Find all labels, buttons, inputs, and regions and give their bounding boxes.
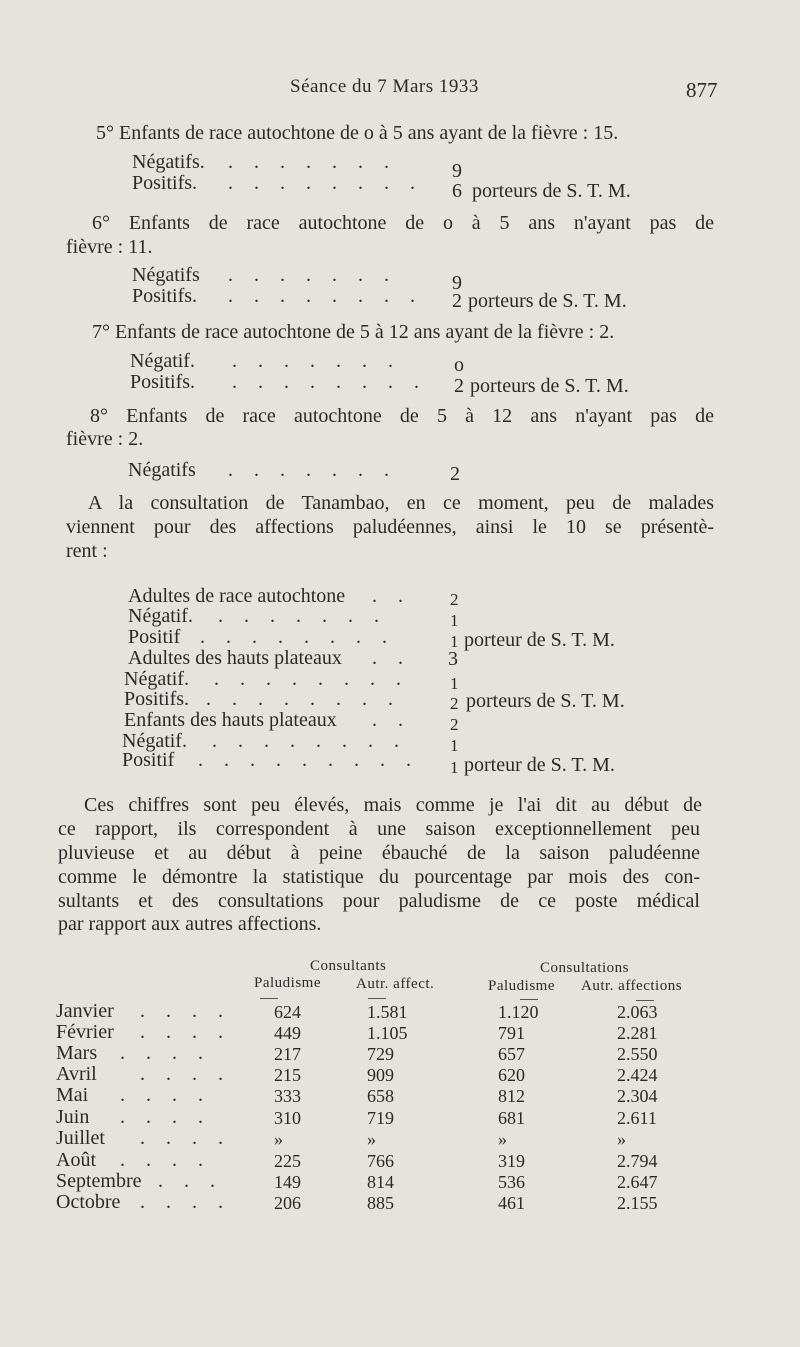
- month-label: Mars: [56, 1042, 98, 1064]
- running-head: Séance du 7 Mars 1933: [290, 76, 479, 97]
- leader-dots: . . . . . . . .: [200, 626, 395, 648]
- section-6-heading-cont: fièvre : 11.: [66, 236, 153, 258]
- paragraph-line: ce rapport, ils correspondent à une saison exceptionnellement peu: [58, 818, 700, 840]
- leader-dots: . . . .: [120, 1106, 211, 1128]
- leader-dots: . . . . . . .: [228, 151, 397, 173]
- table-cell: 681: [498, 1108, 525, 1128]
- section-6-row-value: 2: [452, 290, 462, 312]
- month-label: Octobre: [56, 1191, 121, 1213]
- column-rule: [260, 998, 278, 999]
- column-rule: [520, 999, 538, 1000]
- leader-dots: . . . . . . . .: [214, 668, 409, 690]
- column-header: Autr. affect.: [356, 976, 435, 992]
- list-item-label: Négatif.: [128, 605, 193, 627]
- section-6-row-note: porteurs de S. T. M.: [468, 290, 627, 312]
- leader-dots: . . . . . . .: [232, 350, 401, 372]
- leader-dots: . .: [372, 647, 411, 669]
- table-cell: 885: [367, 1193, 394, 1213]
- leader-dots: . . . .: [120, 1084, 211, 1106]
- leader-dots: . . . . . . . .: [212, 730, 407, 752]
- paragraph-line: pluvieuse et au début à peine ébauché de la saison paludéenne: [58, 842, 700, 864]
- section-5-row-label: Négatifs.: [132, 151, 205, 173]
- section-8-row-label: Négatifs: [128, 459, 196, 481]
- page-number: 877: [686, 78, 718, 102]
- section-6-heading: 6° Enfants de race autochtone de o à 5 ans n'ayant pas de: [92, 212, 714, 234]
- leader-dots: . . . . . . .: [228, 459, 397, 481]
- leader-dots: . . . .: [140, 1063, 231, 1085]
- section-6-row-label: Positifs.: [132, 285, 198, 307]
- list-item-value: 2: [450, 590, 459, 609]
- table-cell: 536: [498, 1172, 525, 1192]
- list-item-value: 1: [450, 611, 459, 630]
- column-rule: [636, 1000, 654, 1001]
- leader-dots: . . . .: [120, 1149, 211, 1171]
- list-item-value: 2: [450, 694, 459, 713]
- list-item-label: Négatif.: [122, 730, 187, 752]
- column-header: Paludisme: [254, 975, 321, 991]
- list-item-note: porteur de S. T. M.: [464, 629, 615, 651]
- leader-dots: . . . .: [140, 1021, 231, 1043]
- consultation-line: A la consultation de Tanambao, en ce moment, peu de malades: [88, 492, 714, 514]
- leader-dots: . . . . . . . .: [228, 172, 423, 194]
- list-item-value: 2: [450, 715, 459, 734]
- section-7-heading: 7° Enfants de race autochtone de 5 à 12 ans ayant de la fièvre : 2.: [92, 321, 615, 343]
- table-cell: 2.063: [617, 1002, 658, 1022]
- table-cell: 461: [498, 1193, 525, 1213]
- table-cell: »: [367, 1129, 376, 1149]
- table-cell: 225: [274, 1151, 301, 1171]
- table-cell: 2.794: [617, 1151, 658, 1171]
- list-item-label: Négatif.: [124, 668, 189, 690]
- section-7-row-value: 2: [454, 375, 464, 397]
- table-cell: 217: [274, 1044, 301, 1064]
- table-cell: 2.647: [617, 1172, 658, 1192]
- table-cell: 2.155: [617, 1193, 658, 1213]
- table-cell: 1.581: [367, 1002, 408, 1022]
- section-5-heading: 5° Enfants de race autochtone de o à 5 ans ayant de la fièvre : 15.: [96, 122, 619, 144]
- table-cell: 812: [498, 1086, 525, 1106]
- section-8-heading-cont: fièvre : 2.: [66, 428, 144, 450]
- table-cell: 2.281: [617, 1023, 658, 1043]
- leader-dots: . . .: [158, 1170, 223, 1192]
- table-cell: 766: [367, 1151, 394, 1171]
- paragraph-line: Ces chiffres sont peu élevés, mais comme je l'ai dit au début de: [84, 794, 702, 816]
- table-cell: 1.120: [498, 1002, 539, 1022]
- table-cell: 814: [367, 1172, 394, 1192]
- list-item-value: 1: [450, 674, 459, 693]
- list-item-label: Adultes de race autochtone: [128, 585, 346, 607]
- table-cell: »: [498, 1129, 507, 1149]
- leader-dots: . . . .: [140, 1127, 231, 1149]
- leader-dots: . . . .: [120, 1042, 211, 1064]
- column-header: Paludisme: [488, 978, 555, 994]
- list-item-label: Positif: [128, 626, 181, 648]
- section-5-row-note: porteurs de S. T. M.: [472, 180, 631, 202]
- table-cell: »: [617, 1129, 626, 1149]
- table-cell: 624: [274, 1002, 301, 1022]
- section-5-row-value: 9: [452, 160, 462, 182]
- table-cell: 620: [498, 1065, 525, 1085]
- month-label: Juillet: [56, 1127, 105, 1149]
- month-label: Mai: [56, 1084, 89, 1106]
- table-cell: 1.105: [367, 1023, 408, 1043]
- section-8-heading: 8° Enfants de race autochtone de 5 à 12 ans n'ayant pas de: [90, 405, 714, 427]
- leader-dots: . . . . . . . .: [228, 285, 423, 307]
- list-item-note: porteurs de S. T. M.: [466, 690, 625, 712]
- table-cell: 310: [274, 1108, 301, 1128]
- list-item-value: 1: [450, 632, 459, 651]
- list-item-label: Enfants des hauts plateaux: [124, 709, 337, 731]
- leader-dots: . .: [372, 709, 411, 731]
- list-item-value: 1: [450, 758, 459, 777]
- leader-dots: . . . . . . .: [218, 605, 387, 627]
- table-cell: 2.424: [617, 1065, 658, 1085]
- leader-dots: . . . . . . .: [228, 264, 397, 286]
- section-6-row-label: Négatifs: [132, 264, 200, 286]
- month-label: Février: [56, 1021, 114, 1043]
- column-group-header: Consultants: [310, 958, 387, 974]
- leader-dots: . . . . . . . .: [206, 688, 401, 710]
- leader-dots: . . . .: [140, 1000, 231, 1022]
- table-cell: 909: [367, 1065, 394, 1085]
- section-5-row-value: 6: [452, 180, 462, 202]
- list-item-label: Positif: [122, 749, 175, 771]
- table-cell: 333: [274, 1086, 301, 1106]
- paragraph-line: sultants et des consultations pour paludisme de ce poste médical: [58, 890, 700, 912]
- table-cell: »: [274, 1129, 283, 1149]
- leader-dots: . .: [372, 585, 411, 607]
- table-cell: 658: [367, 1086, 394, 1106]
- column-rule: [368, 998, 386, 999]
- table-cell: 215: [274, 1065, 301, 1085]
- table-cell: 657: [498, 1044, 525, 1064]
- list-item-label: Positifs.: [124, 688, 190, 710]
- table-cell: 149: [274, 1172, 301, 1192]
- list-item-note: porteur de S. T. M.: [464, 754, 615, 776]
- section-8-row-value: 2: [450, 463, 460, 485]
- section-7-row-note: porteurs de S. T. M.: [470, 375, 629, 397]
- section-7-row-value: o: [454, 354, 464, 376]
- table-cell: 791: [498, 1023, 525, 1043]
- table-cell: 2.550: [617, 1044, 658, 1064]
- column-group-header: Consultations: [540, 960, 630, 976]
- table-cell: 206: [274, 1193, 301, 1213]
- month-label: Août: [56, 1149, 96, 1171]
- month-label: Juin: [56, 1106, 90, 1128]
- table-cell: 319: [498, 1151, 525, 1171]
- section-7-row-label: Négatif.: [130, 350, 195, 372]
- table-cell: 2.611: [617, 1108, 657, 1128]
- section-5-row-label: Positifs.: [132, 172, 198, 194]
- section-6-row-value: 9: [452, 272, 462, 294]
- month-label: Janvier: [56, 1000, 114, 1022]
- table-cell: 449: [274, 1023, 301, 1043]
- month-label: Avril: [56, 1063, 97, 1085]
- month-label: Septembre: [56, 1170, 142, 1192]
- paragraph-line: par rapport aux autres affections.: [58, 913, 322, 935]
- table-cell: 729: [367, 1044, 394, 1064]
- list-item-label: Adultes des hauts plateaux: [128, 647, 342, 669]
- list-item-value: 3: [448, 648, 458, 670]
- consultation-line: viennent pour des affections paludéennes, ainsi le 10 se présentè-: [66, 516, 714, 538]
- table-cell: 719: [367, 1108, 394, 1128]
- paragraph-line: comme le démontre la statistique du pourcentage par mois des con-: [58, 866, 700, 888]
- table-cell: 2.304: [617, 1086, 658, 1106]
- leader-dots: . . . . . . . . .: [198, 749, 419, 771]
- leader-dots: . . . .: [140, 1191, 231, 1213]
- list-item-value: 1: [450, 736, 459, 755]
- consultation-line: rent :: [66, 540, 108, 562]
- column-header: Autr. affections: [581, 978, 683, 994]
- section-7-row-label: Positifs.: [130, 371, 196, 393]
- leader-dots: . . . . . . . .: [232, 371, 427, 393]
